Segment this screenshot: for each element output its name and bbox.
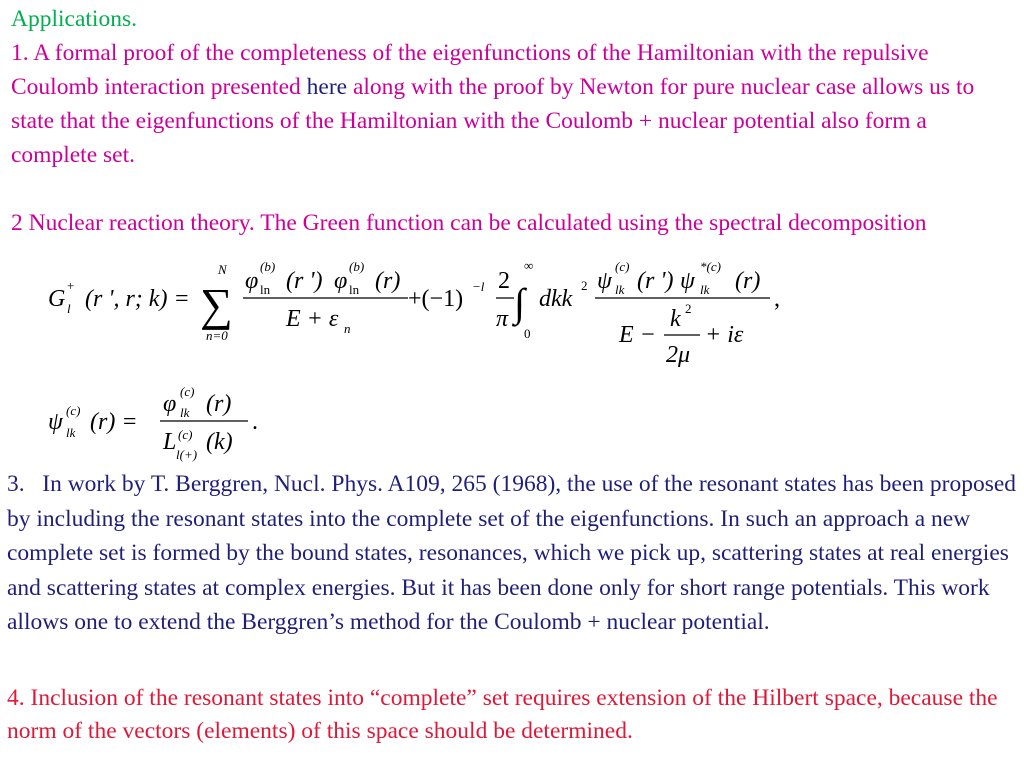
eq1-psi-2-sub: lk [700,282,710,297]
eq1-denominator-1-sub: n [344,321,351,336]
eq1-psi-2: ψ [680,268,695,294]
paragraph-1-after: along with the proof by Newton for pure nuclear case allows us to state that the eigenfunctions of the Hamiltonian with the Coulomb + nuclear potential also form a complete set. [11,74,975,168]
eq2-den-arg: (k) [206,429,233,455]
heading: Applications. [11,6,137,32]
eq1-r-prime-2: (r ') [637,268,674,294]
eq1-int-top: ∞ [524,258,534,273]
eq1-int-bottom: 0 [524,326,531,341]
eq1-sum-top: N [218,262,227,277]
eq1-psi-1: ψ [597,268,612,294]
eq1-G-sub: l [67,301,71,316]
eq1-two: 2 [498,268,510,294]
eq2-num-arg: (r) [206,391,232,417]
eq1-r: (r) [375,268,401,294]
eq2-period: . [252,409,258,435]
eq1-minus-l: −l [472,279,485,294]
eq1-psi-2-sup: *(c) [700,259,721,274]
eq2-phi-sub: lk [180,405,190,420]
eq2-L: L [163,429,177,455]
eq1-sigma: ∑ [200,279,233,330]
eq1-sum-bottom: n=0 [206,328,228,343]
paragraph-4: 4. Inclusion of the resonant states into “complete” set requires extension of the Hilbert space, because the norm of the vectors (elements) of this space should be determined. [7,685,998,744]
eq1-dkk-sq: 2 [581,278,588,293]
eq2-psi-sup: (c) [66,403,81,418]
eq2-phi: φ [163,391,177,417]
paragraph-3-text: In work by T. Berggren, Nucl. Phys. A109, 265 (1968), the use of the resonant states has been proposed by including the resonant states into the complete set of the eigenfunctions. In such an approach a new complete set is formed by the bound states, resonances, which we pick up, scattering states at real energies and scattering states at complex energies. But it has been done only for short range potentials. This work allows one to extend the Berggren’s method for the Coulomb + nuclear potential. [7,471,1017,635]
paragraph-2: 2 Nuclear reaction theory. The Green function can be calculated using the spectral decomposition [11,210,927,236]
eq1-G-sup: + [67,278,75,293]
psi-definition-equation [40,385,280,465]
eq2-psi-sub: lk [66,425,76,440]
eq1-phi-1-sup: (b) [260,259,276,274]
eq2-phi-sup: (c) [180,385,195,399]
green-function-equation [40,258,800,378]
eq1-integral: ∫ [514,280,525,325]
eq2-arg: (r) = [90,409,138,435]
eq1-plus-minus: +(−1) [408,286,464,312]
eq1-G-args: (r ', r; k) = [85,286,190,312]
eq1-k: k [670,306,681,332]
here-link[interactable]: here [306,74,348,100]
paragraph-3 [7,467,1017,640]
eq1-phi-2-sub: ln [349,282,360,297]
eq1-k-sq: 2 [685,301,692,316]
eq1-phi-1-sub: ln [260,282,271,297]
paragraph-3-number: 3. [7,471,25,497]
eq2-L-sub: l(+) [176,447,198,462]
eq1-pi: π [496,306,509,332]
eq1-plus-ieps: + iε [705,322,744,348]
eq1-denominator-1: E + ε [286,306,339,332]
eq1-phi-2-sup: (b) [349,259,365,274]
eq2-L-sup: (c) [178,427,193,442]
eq1-two-mu: 2μ [666,342,691,368]
eq1-E-minus: E − [619,322,656,348]
eq1-r-prime: (r ') [286,268,323,294]
eq1-phi-1: φ [245,268,259,294]
eq1-G: G [48,286,66,312]
paragraph-1 [11,36,1016,172]
eq1-r-2: (r) [735,268,761,294]
eq1-comma: , [774,286,780,312]
eq1-psi-1-sup: (c) [615,259,630,274]
eq2-psi: ψ [48,409,63,435]
eq1-phi-2: φ [334,268,348,294]
eq1-psi-1-sub: lk [615,282,625,297]
paragraph-1-before: 1. A formal proof of the completeness of the eigenfunctions of the Hamiltonian with the repulsive Coulomb interaction presented [11,40,929,100]
eq1-dkk: dkk [539,286,573,312]
